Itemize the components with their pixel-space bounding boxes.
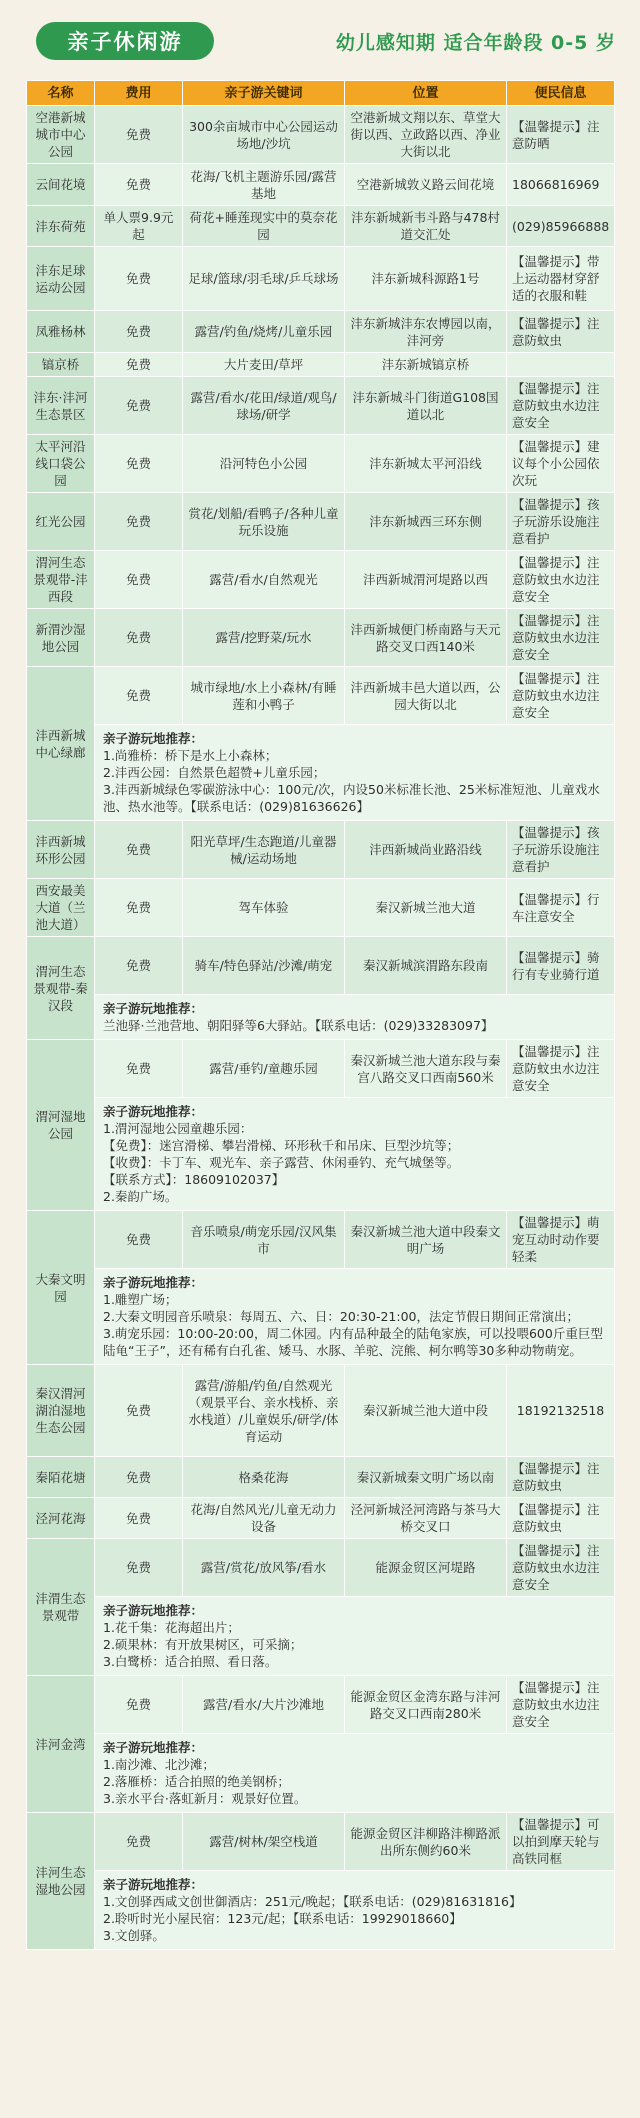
recommend-line: 1.渭河湿地公园童趣乐园： bbox=[103, 1121, 253, 1136]
table-row bbox=[27, 667, 615, 725]
keywords-cell: 露营/树林/架空栈道 bbox=[183, 1813, 345, 1871]
keywords-cell: 音乐喷泉/萌宠乐园/汉风集市 bbox=[183, 1211, 345, 1269]
tip-cell: 【温馨提示】孩子玩游乐设施注意看护 bbox=[507, 821, 615, 879]
tip-cell: 18066816969 bbox=[507, 164, 615, 206]
place-name: 沣河金湾 bbox=[27, 1676, 95, 1813]
keywords-cell: 300余亩城市中心公园运动场地/沙坑 bbox=[183, 106, 345, 164]
attractions-table-wrap bbox=[26, 80, 614, 1950]
fee-cell: 免费 bbox=[95, 821, 183, 879]
table-row bbox=[27, 1539, 615, 1597]
keywords-cell: 赏花/划船/看鸭子/各种儿童玩乐设施 bbox=[183, 493, 345, 551]
table-row bbox=[27, 106, 615, 164]
recommend-row bbox=[27, 725, 615, 821]
tip-cell: 【温馨提示】建议每个小公园依次玩 bbox=[507, 435, 615, 493]
location-cell: 秦汉新城滨渭路东段南 bbox=[345, 937, 507, 995]
fee-cell: 免费 bbox=[95, 1211, 183, 1269]
recommend-cell bbox=[95, 995, 615, 1040]
fee-cell: 免费 bbox=[95, 879, 183, 937]
table-row bbox=[27, 1040, 615, 1098]
keywords-cell: 格桑花海 bbox=[183, 1457, 345, 1498]
keywords-cell: 阳光草坪/生态跑道/儿童器械/运动场地 bbox=[183, 821, 345, 879]
fee-cell: 免费 bbox=[95, 1498, 183, 1539]
fee-cell: 免费 bbox=[95, 311, 183, 353]
location-cell: 沣东新城新韦斗路与478村道交汇处 bbox=[345, 206, 507, 247]
table-row bbox=[27, 1676, 615, 1734]
keywords-cell: 荷花+睡莲现实中的莫奈花园 bbox=[183, 206, 345, 247]
tip-cell: 【温馨提示】带上运动器材穿舒适的衣服和鞋 bbox=[507, 247, 615, 311]
column-header: 费用 bbox=[95, 81, 183, 106]
recommend-title: 亲子游玩地推荐： bbox=[103, 1740, 204, 1755]
keywords-cell: 城市绿地/水上小森林/有睡莲和小鸭子 bbox=[183, 667, 345, 725]
fee-cell: 免费 bbox=[95, 1365, 183, 1457]
table-row bbox=[27, 435, 615, 493]
fee-cell: 免费 bbox=[95, 937, 183, 995]
place-name: 沣东足球运动公园 bbox=[27, 247, 95, 311]
keywords-cell: 露营/看水/自然观光 bbox=[183, 551, 345, 609]
tip-cell: (029)85966888 bbox=[507, 206, 615, 247]
place-name: 西安最美大道（兰池大道） bbox=[27, 879, 95, 937]
keywords-cell: 花海/自然风光/儿童无动力设备 bbox=[183, 1498, 345, 1539]
place-name: 秦汉渭河湖泊湿地生态公园 bbox=[27, 1365, 95, 1457]
recommend-row bbox=[27, 1597, 615, 1676]
keywords-cell: 露营/看水/大片沙滩地 bbox=[183, 1676, 345, 1734]
tip-cell: 【温馨提示】注意防蚊虫 bbox=[507, 311, 615, 353]
recommend-line: 1.尚雅桥：桥下是水上小森林； bbox=[103, 748, 278, 763]
location-cell: 沣东新城科源路1号 bbox=[345, 247, 507, 311]
fee-cell: 免费 bbox=[95, 1040, 183, 1098]
tip-cell: 【温馨提示】萌宠互动时动作要轻柔 bbox=[507, 1211, 615, 1269]
table-row bbox=[27, 937, 615, 995]
tip-cell: 【温馨提示】注意防蚊虫水边注意安全 bbox=[507, 377, 615, 435]
keywords-cell: 露营/挖野菜/玩水 bbox=[183, 609, 345, 667]
recommend-line: 1.雕塑广场； bbox=[103, 1292, 178, 1307]
table-row bbox=[27, 1211, 615, 1269]
table-row bbox=[27, 311, 615, 353]
recommend-line: 1.花千集：花海超出片； bbox=[103, 1620, 240, 1635]
fee-cell: 免费 bbox=[95, 1539, 183, 1597]
recommend-row bbox=[27, 1734, 615, 1813]
recommend-line: 【免费】：迷宫滑梯、攀岩滑梯、环形秋千和吊床、巨型沙坑等； bbox=[103, 1138, 460, 1153]
place-name: 凤雅杨林 bbox=[27, 311, 95, 353]
column-header: 便民信息 bbox=[507, 81, 615, 106]
tip-cell: 【温馨提示】注意防蚊虫 bbox=[507, 1498, 615, 1539]
attractions-table bbox=[26, 80, 615, 1950]
place-name: 大秦文明园 bbox=[27, 1211, 95, 1365]
tip-cell: 【温馨提示】注意防蚊虫水边注意安全 bbox=[507, 551, 615, 609]
fee-cell: 免费 bbox=[95, 551, 183, 609]
tip-cell: 【温馨提示】注意防蚊虫水边注意安全 bbox=[507, 1676, 615, 1734]
place-name: 渭河生态景观带-沣西段 bbox=[27, 551, 95, 609]
recommend-title: 亲子游玩地推荐： bbox=[103, 1001, 204, 1016]
recommend-row bbox=[27, 1871, 615, 1950]
table-row bbox=[27, 206, 615, 247]
recommend-line: 【联系方式】：18609102037】 bbox=[103, 1172, 285, 1187]
table-row bbox=[27, 247, 615, 311]
table-row bbox=[27, 493, 615, 551]
recommend-line: 2.沣西公园：自然景色超赞+儿童乐园； bbox=[103, 765, 326, 780]
recommend-line: 3.白鹭桥：适合拍照、看日落。 bbox=[103, 1654, 278, 1669]
location-cell: 空港新城敦义路云间花境 bbox=[345, 164, 507, 206]
place-name: 新渭沙湿地公园 bbox=[27, 609, 95, 667]
location-cell: 沣东新城斗门街道G108国道以北 bbox=[345, 377, 507, 435]
column-header: 亲子游关键词 bbox=[183, 81, 345, 106]
recommend-title: 亲子游玩地推荐： bbox=[103, 1877, 204, 1892]
location-cell: 能源金贸区河堤路 bbox=[345, 1539, 507, 1597]
fee-cell: 免费 bbox=[95, 493, 183, 551]
recommend-line: 3.沣西新城绿色零碳游泳中心：100元/次，内设50米标准长池、25米标准短池、儿童戏水池、热水池等。【联系电话：(029)81636626】 bbox=[103, 782, 600, 814]
recommend-line: 2.大秦文明园音乐喷泉：每周五、六、日：20:30-21:00，法定节假日期间正常演出； bbox=[103, 1309, 579, 1324]
fee-cell: 免费 bbox=[95, 667, 183, 725]
table-row bbox=[27, 1365, 615, 1457]
column-header: 位置 bbox=[345, 81, 507, 106]
keywords-cell: 足球/篮球/羽毛球/乒乓球场 bbox=[183, 247, 345, 311]
recommend-row bbox=[27, 1269, 615, 1365]
fee-cell: 免费 bbox=[95, 106, 183, 164]
location-cell: 沣西新城丰邑大道以西，公园大街以北 bbox=[345, 667, 507, 725]
recommend-line: 2.秦韵广场。 bbox=[103, 1189, 178, 1204]
location-cell: 秦汉新城秦文明广场以南 bbox=[345, 1457, 507, 1498]
recommend-line: 3.亲水平台·落虹新月：观景好位置。 bbox=[103, 1791, 307, 1806]
recommend-line: 2.聆听时光小屋民宿：123元/起；【联系电话：19929018660】 bbox=[103, 1911, 462, 1926]
table-row bbox=[27, 1498, 615, 1539]
location-cell: 沣东新城镐京桥 bbox=[345, 353, 507, 377]
place-name: 太平河沿线口袋公园 bbox=[27, 435, 95, 493]
tip-cell: 【温馨提示】注意防蚊虫水边注意安全 bbox=[507, 609, 615, 667]
table-row bbox=[27, 821, 615, 879]
recommend-row bbox=[27, 1098, 615, 1211]
recommend-title: 亲子游玩地推荐： bbox=[103, 1104, 204, 1119]
recommend-row bbox=[27, 995, 615, 1040]
place-name: 镐京桥 bbox=[27, 353, 95, 377]
column-header: 名称 bbox=[27, 81, 95, 106]
keywords-cell: 花海/飞机主题游乐园/露营基地 bbox=[183, 164, 345, 206]
location-cell: 沣西新城便门桥南路与天元路交叉口西140米 bbox=[345, 609, 507, 667]
place-name: 秦陌花塘 bbox=[27, 1457, 95, 1498]
fee-cell: 单人票9.9元起 bbox=[95, 206, 183, 247]
keywords-cell: 骑车/特色驿站/沙滩/萌宠 bbox=[183, 937, 345, 995]
tip-cell: 【温馨提示】孩子玩游乐设施注意看护 bbox=[507, 493, 615, 551]
recommend-title: 亲子游玩地推荐： bbox=[103, 731, 204, 746]
recommend-cell bbox=[95, 725, 615, 821]
location-cell: 秦汉新城兰池大道中段 bbox=[345, 1365, 507, 1457]
table-row bbox=[27, 1813, 615, 1871]
place-name: 沣渭生态景观带 bbox=[27, 1539, 95, 1676]
place-name: 渭河湿地公园 bbox=[27, 1040, 95, 1211]
page-subtitle: 幼儿感知期 适合年龄段 0-5 岁 bbox=[335, 32, 616, 54]
location-cell: 泾河新城泾河湾路与茶马大桥交叉口 bbox=[345, 1498, 507, 1539]
keywords-cell: 沿河特色小公园 bbox=[183, 435, 345, 493]
keywords-cell: 露营/看水/花田/绿道/观鸟/球场/研学 bbox=[183, 377, 345, 435]
keywords-cell: 驾车体验 bbox=[183, 879, 345, 937]
table-row bbox=[27, 377, 615, 435]
recommend-title: 亲子游玩地推荐： bbox=[103, 1275, 204, 1290]
fee-cell: 免费 bbox=[95, 247, 183, 311]
fee-cell: 免费 bbox=[95, 377, 183, 435]
location-cell: 能源金贸区金湾东路与沣河路交叉口西南280米 bbox=[345, 1676, 507, 1734]
tip-cell: 【温馨提示】骑行有专业骑行道 bbox=[507, 937, 615, 995]
page-title: 亲子休闲游 bbox=[36, 22, 214, 60]
recommend-title: 亲子游玩地推荐： bbox=[103, 1603, 204, 1618]
tip-cell: 【温馨提示】可以拍到摩天轮与高铁同框 bbox=[507, 1813, 615, 1871]
keywords-cell: 露营/钓鱼/烧烤/儿童乐园 bbox=[183, 311, 345, 353]
location-cell: 沣东新城西三环东侧 bbox=[345, 493, 507, 551]
keywords-cell: 大片麦田/草坪 bbox=[183, 353, 345, 377]
recommend-line: 1.文创驿西咸文创世御酒店：251元/晚起；【联系电话：(029)81631816】 bbox=[103, 1894, 522, 1909]
recommend-cell bbox=[95, 1871, 615, 1950]
recommend-line: 1.南沙滩、北沙滩； bbox=[103, 1757, 215, 1772]
table-row bbox=[27, 164, 615, 206]
recommend-line: 3.文创驿。 bbox=[103, 1928, 165, 1943]
place-name: 沣西新城环形公园 bbox=[27, 821, 95, 879]
table-row bbox=[27, 1457, 615, 1498]
location-cell: 沣东新城沣东农博园以南，沣河旁 bbox=[345, 311, 507, 353]
table-row bbox=[27, 551, 615, 609]
tip-cell: 【温馨提示】注意防蚊虫水边注意安全 bbox=[507, 1539, 615, 1597]
recommend-line: 【收费】：卡丁车、观光车、亲子露营、休闲垂钓、充气城堡等。 bbox=[103, 1155, 460, 1170]
fee-cell: 免费 bbox=[95, 1457, 183, 1498]
place-name: 空港新城城市中心公园 bbox=[27, 106, 95, 164]
table-header-row bbox=[27, 81, 615, 106]
tip-cell: 18192132518 bbox=[507, 1365, 615, 1457]
fee-cell: 免费 bbox=[95, 609, 183, 667]
recommend-cell bbox=[95, 1098, 615, 1211]
fee-cell: 免费 bbox=[95, 1676, 183, 1734]
place-name: 沣河生态湿地公园 bbox=[27, 1813, 95, 1950]
recommend-cell bbox=[95, 1269, 615, 1365]
tip-cell: 【温馨提示】注意防晒 bbox=[507, 106, 615, 164]
location-cell: 沣东新城太平河沿线 bbox=[345, 435, 507, 493]
location-cell: 空港新城文翔以东、草堂大街以西、立政路以西、净业大街以北 bbox=[345, 106, 507, 164]
tip-cell: 【温馨提示】注意防蚊虫水边注意安全 bbox=[507, 667, 615, 725]
fee-cell: 免费 bbox=[95, 353, 183, 377]
recommend-line: 兰池驿·兰池营地、朝阳驿等6大驿站。【联系电话：(029)33283097】 bbox=[103, 1018, 494, 1033]
tip-cell bbox=[507, 353, 615, 377]
location-cell: 沣西新城尚业路沿线 bbox=[345, 821, 507, 879]
place-name: 云间花境 bbox=[27, 164, 95, 206]
recommend-cell bbox=[95, 1734, 615, 1813]
location-cell: 秦汉新城兰池大道 bbox=[345, 879, 507, 937]
location-cell: 能源金贸区沣柳路沣柳路派出所东侧约60米 bbox=[345, 1813, 507, 1871]
keywords-cell: 露营/赏花/放风筝/看水 bbox=[183, 1539, 345, 1597]
location-cell: 秦汉新城兰池大道东段与秦宫八路交叉口西南560米 bbox=[345, 1040, 507, 1098]
recommend-line: 2.硕果林：有开放果树区，可采摘； bbox=[103, 1637, 303, 1652]
recommend-cell bbox=[95, 1597, 615, 1676]
place-name: 沣西新城中心绿廊 bbox=[27, 667, 95, 821]
keywords-cell: 露营/垂钓/童趣乐园 bbox=[183, 1040, 345, 1098]
place-name: 红光公园 bbox=[27, 493, 95, 551]
table-row bbox=[27, 353, 615, 377]
tip-cell: 【温馨提示】行车注意安全 bbox=[507, 879, 615, 937]
tip-cell: 【温馨提示】注意防蚊虫水边注意安全 bbox=[507, 1040, 615, 1098]
place-name: 沣东荷苑 bbox=[27, 206, 95, 247]
place-name: 渭河生态景观带-秦汉段 bbox=[27, 937, 95, 1040]
fee-cell: 免费 bbox=[95, 1813, 183, 1871]
fee-cell: 免费 bbox=[95, 435, 183, 493]
table-row bbox=[27, 879, 615, 937]
tip-cell: 【温馨提示】注意防蚊虫 bbox=[507, 1457, 615, 1498]
place-name: 泾河花海 bbox=[27, 1498, 95, 1539]
place-name: 沣东·沣河生态景区 bbox=[27, 377, 95, 435]
table-row bbox=[27, 609, 615, 667]
recommend-line: 2.落雁桥：适合拍照的绝美钢桥； bbox=[103, 1774, 290, 1789]
location-cell: 沣西新城渭河堤路以西 bbox=[345, 551, 507, 609]
location-cell: 秦汉新城兰池大道中段秦文明广场 bbox=[345, 1211, 507, 1269]
page-header bbox=[0, 0, 640, 66]
fee-cell: 免费 bbox=[95, 164, 183, 206]
keywords-cell: 露营/游船/钓鱼/自然观光（观景平台、亲水栈桥、亲水栈道）/儿童娱乐/研学/体育运动 bbox=[183, 1365, 345, 1457]
recommend-line: 3.萌宠乐园：10:00-20:00，周二休园。内有品种最全的陆龟家族，可以投喂600斤重巨型陆龟“王子”，还有稀有白孔雀、矮马、水豚、羊驼、浣熊、柯尔鸭等30多种动物萌宠。 bbox=[103, 1326, 603, 1358]
